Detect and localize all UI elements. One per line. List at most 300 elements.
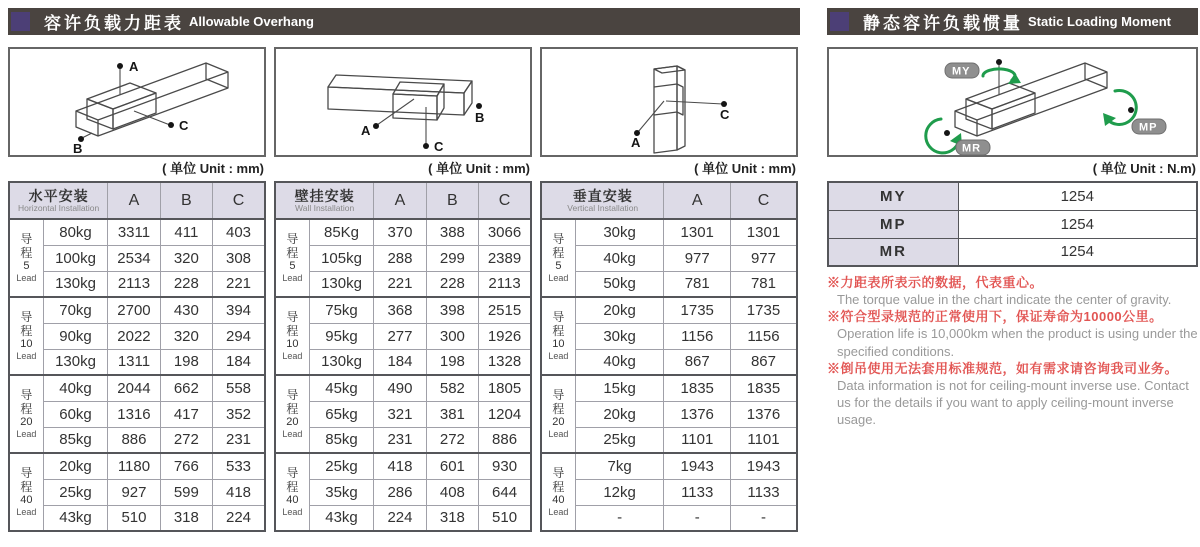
vertical-load-table — [540, 181, 798, 532]
note-2 — [827, 308, 1198, 359]
load-weight-cell: 40kg — [43, 375, 108, 401]
table-row — [541, 271, 797, 297]
load-weight-cell: 35kg — [309, 479, 374, 505]
value-cell-c: 2113 — [479, 271, 531, 297]
unit-label-mm: ( 单位 Unit : mm) — [162, 161, 264, 176]
load-weight-cell: 12kg — [575, 479, 664, 505]
table-row — [9, 505, 265, 531]
lead-line: 程 — [20, 479, 33, 494]
table-row — [275, 479, 531, 505]
lead-line: Lead — [16, 350, 37, 361]
value-cell-b: 228 — [160, 271, 212, 297]
lead-group-cell — [541, 453, 575, 531]
value-cell-c: 294 — [213, 323, 265, 349]
lead-line: Lead — [548, 350, 569, 361]
value-cell-b: 198 — [426, 349, 478, 375]
value-cell-b: 766 — [160, 453, 212, 479]
table-title-zh: 壁挂安装 — [294, 187, 355, 204]
column-header-a — [374, 182, 426, 219]
value-cell-a: 1156 — [664, 323, 731, 349]
value-cell-a: 368 — [374, 297, 426, 323]
value-cell-a: 1301 — [664, 219, 731, 245]
lead-line: 导 — [286, 466, 299, 481]
lead-group-cell — [9, 219, 43, 297]
static-loading-moment-table — [827, 181, 1198, 267]
table-row — [9, 323, 265, 349]
vertical-table-mount — [540, 181, 798, 532]
value-cell-c: 1133 — [730, 479, 797, 505]
table-row — [9, 245, 265, 271]
point-label-c: C — [434, 139, 444, 154]
value-cell-a: 1943 — [664, 453, 731, 479]
column-letter: B — [447, 191, 458, 209]
load-weight-cell: 85kg — [309, 427, 374, 453]
vertical-rail-drawing — [542, 49, 796, 155]
note-2-en: Operation life is 10,000km when the product is using under the specified conditions. — [837, 326, 1198, 359]
table-row — [275, 453, 531, 479]
lead-line: Lead — [16, 428, 37, 439]
table-title-en: Vertical Installation — [567, 202, 639, 213]
point-label-c: C — [720, 107, 730, 122]
unit-label-nm: ( 单位 Unit : N.m) — [1092, 161, 1196, 176]
value-cell-a: 886 — [108, 427, 160, 453]
value-cell-b: 318 — [160, 505, 212, 531]
lead-line: Lead — [16, 272, 37, 283]
value-cell-a: 2044 — [108, 375, 160, 401]
table-row — [9, 453, 265, 479]
value-cell-a: 288 — [374, 245, 426, 271]
lead-group-cell — [9, 453, 43, 531]
table-row — [275, 427, 531, 453]
value-cell-c: 1926 — [479, 323, 531, 349]
note-2-zh: ※符合型录规范的正常使用下，保证寿命为10000公里。 — [827, 309, 1163, 325]
value-cell-b: 272 — [160, 427, 212, 453]
table-row — [275, 271, 531, 297]
lead-group-cell — [541, 219, 575, 297]
table-row — [828, 182, 1197, 210]
table-row — [275, 349, 531, 375]
diagram-wall-installation — [274, 47, 532, 157]
value-cell-b: 318 — [426, 505, 478, 531]
wall-load-table — [274, 181, 532, 532]
value-cell-b: 198 — [160, 349, 212, 375]
table-row — [275, 401, 531, 427]
note-3 — [827, 360, 1198, 429]
lead-line: 40 — [286, 494, 299, 507]
value-cell-b: 408 — [426, 479, 478, 505]
lead-line: 程 — [20, 401, 33, 416]
lead-group-cell — [541, 297, 575, 375]
table-row — [541, 453, 797, 479]
load-weight-cell: 45kg — [309, 375, 374, 401]
lead-line: Lead — [548, 506, 569, 517]
value-cell-a: 3311 — [108, 219, 160, 245]
load-weight-cell: 70kg — [43, 297, 108, 323]
value-cell-c: 418 — [213, 479, 265, 505]
column-header-c — [730, 182, 797, 219]
unit-label-mm: ( 单位 Unit : mm) — [694, 161, 796, 176]
value-cell-c: 533 — [213, 453, 265, 479]
lead-line: 20 — [552, 416, 565, 429]
load-weight-cell: 60kg — [43, 401, 108, 427]
load-weight-cell: 43kg — [43, 505, 108, 531]
section-header-allowable-overhang — [8, 8, 800, 35]
value-cell-b: 320 — [160, 323, 212, 349]
diagram-horizontal-installation — [8, 47, 266, 157]
value-cell-a: 231 — [374, 427, 426, 453]
table-row — [541, 219, 797, 245]
value-cell-b: 299 — [426, 245, 478, 271]
vertical-title-cell — [541, 182, 664, 219]
column-letter: C — [498, 191, 511, 209]
section-header-static-loading-moment — [827, 8, 1198, 35]
load-weight-cell: 43kg — [309, 505, 374, 531]
load-weight-cell: 105kg — [309, 245, 374, 271]
value-cell-a: 221 — [374, 271, 426, 297]
table-title-en: Wall Installation — [295, 202, 355, 213]
value-cell-c: 930 — [479, 453, 531, 479]
table-row — [275, 505, 531, 531]
lead-line: Lead — [282, 272, 303, 283]
section-title-en: Allowable Overhang — [189, 14, 314, 29]
value-cell-c: 644 — [479, 479, 531, 505]
lead-line: 程 — [552, 245, 565, 260]
point-label-a: A — [129, 59, 139, 74]
column-header-a — [108, 182, 160, 219]
value-cell-b: 388 — [426, 219, 478, 245]
load-weight-cell: 25kg — [309, 453, 374, 479]
load-weight-cell: 65kg — [309, 401, 374, 427]
lead-line: 程 — [286, 323, 299, 338]
value-cell-a: 321 — [374, 401, 426, 427]
point-label-b: B — [73, 141, 83, 155]
table-title-en: Horizontal Installation — [18, 202, 100, 213]
column-header-b — [426, 182, 478, 219]
value-cell-c: - — [730, 505, 797, 531]
table-row — [9, 427, 265, 453]
lead-line: 导 — [552, 232, 565, 247]
horizontal-load-table — [8, 181, 266, 532]
value-cell-c: 1805 — [479, 375, 531, 401]
lead-line: 导 — [552, 466, 565, 481]
mr-label: MR — [962, 142, 982, 155]
table-row — [275, 219, 531, 245]
lead-line: 程 — [552, 323, 565, 338]
value-cell-c: 2515 — [479, 297, 531, 323]
wall-table-mount — [274, 181, 532, 532]
lead-line: 导 — [20, 388, 33, 403]
column-header-b — [160, 182, 212, 219]
lead-line: 程 — [552, 479, 565, 494]
lead-line: 5 — [289, 260, 296, 273]
column-header-c — [479, 182, 531, 219]
load-weight-cell: 30kg — [575, 323, 664, 349]
point-label-a: A — [631, 135, 641, 150]
value-cell-b: 411 — [160, 219, 212, 245]
value-cell-a: 224 — [374, 505, 426, 531]
value-cell-c: 1204 — [479, 401, 531, 427]
lead-line: 导 — [286, 388, 299, 403]
horizontal-table-mount — [8, 181, 266, 532]
column-wall — [274, 47, 532, 532]
lead-line: 程 — [286, 245, 299, 260]
lead-line: 导 — [286, 232, 299, 247]
value-cell-c: 1156 — [730, 323, 797, 349]
table-row — [541, 505, 797, 531]
load-weight-cell: 7kg — [575, 453, 664, 479]
value-cell-b: 601 — [426, 453, 478, 479]
accent-square-icon — [11, 12, 30, 31]
table-row — [541, 427, 797, 453]
value-cell-c: 558 — [213, 375, 265, 401]
column-header-a — [664, 182, 731, 219]
table-row — [9, 297, 265, 323]
load-weight-cell: - — [575, 505, 664, 531]
value-cell-b: 228 — [426, 271, 478, 297]
column-letter: A — [128, 191, 140, 209]
unit-label-mm: ( 单位 Unit : mm) — [428, 161, 530, 176]
table-header-row — [541, 182, 797, 219]
load-weight-cell: 85Kg — [309, 219, 374, 245]
lead-line: Lead — [548, 272, 569, 283]
table-row — [9, 349, 265, 375]
section-title-zh: 静态容许负载惯量 — [863, 14, 1023, 33]
column-letter: B — [181, 191, 192, 209]
value-cell-a: 1311 — [108, 349, 160, 375]
load-weight-cell: 130kg — [309, 271, 374, 297]
load-weight-cell: 20kg — [575, 401, 664, 427]
horizontal-title-cell — [9, 182, 108, 219]
lead-line: Lead — [16, 506, 37, 517]
value-cell-c: 308 — [213, 245, 265, 271]
value-cell-b: 272 — [426, 427, 478, 453]
table-row — [541, 401, 797, 427]
table-row — [275, 297, 531, 323]
column-horizontal — [8, 47, 266, 532]
table-title-zh: 水平安装 — [28, 187, 89, 204]
column-header-c — [213, 182, 265, 219]
lead-line: 导 — [20, 310, 33, 325]
moment-mr-value: 1254 — [958, 238, 1197, 266]
load-weight-cell: 80kg — [43, 219, 108, 245]
point-label-a: A — [361, 123, 371, 138]
value-cell-c: 1735 — [730, 297, 797, 323]
lead-line: Lead — [282, 506, 303, 517]
load-weight-cell: 30kg — [575, 219, 664, 245]
load-weight-cell: 100kg — [43, 245, 108, 271]
lead-group-cell — [275, 453, 309, 531]
value-cell-a: 184 — [374, 349, 426, 375]
diagram-vertical-installation — [540, 47, 798, 157]
value-cell-a: 1835 — [664, 375, 731, 401]
value-cell-a: 2534 — [108, 245, 160, 271]
table-row — [9, 479, 265, 505]
point-label-c: C — [179, 118, 189, 133]
moment-rail-drawing — [829, 49, 1196, 155]
load-weight-cell: 50kg — [575, 271, 664, 297]
table-row — [541, 245, 797, 271]
load-weight-cell: 90kg — [43, 323, 108, 349]
value-cell-c: 1376 — [730, 401, 797, 427]
diagram-moment-directions — [827, 47, 1198, 157]
value-cell-c: 1328 — [479, 349, 531, 375]
moment-mp-label: MP — [828, 210, 958, 238]
note-1-en: The torque value in the chart indicate the center of gravity. — [837, 292, 1172, 308]
table-row — [9, 271, 265, 297]
load-weight-cell: 15kg — [575, 375, 664, 401]
load-weight-cell: 85kg — [43, 427, 108, 453]
table-row — [828, 210, 1197, 238]
note-1 — [827, 274, 1198, 308]
lead-line: Lead — [282, 350, 303, 361]
moment-my-label: MY — [828, 182, 958, 210]
value-cell-a: 1180 — [108, 453, 160, 479]
load-weight-cell: 95kg — [309, 323, 374, 349]
lead-group-cell — [275, 297, 309, 375]
lead-line: 20 — [20, 416, 33, 429]
value-cell-c: 231 — [213, 427, 265, 453]
value-cell-a: 1316 — [108, 401, 160, 427]
wall-title-cell — [275, 182, 374, 219]
table-row — [541, 375, 797, 401]
value-cell-b: 398 — [426, 297, 478, 323]
note-3-en: Data information is not for ceiling-mount inverse use. Contact us for the details if you want to apply ceiling-mount inverse usage. — [837, 377, 1189, 428]
lead-line: 导 — [286, 310, 299, 325]
value-cell-b: 320 — [160, 245, 212, 271]
mp-label: MP — [1139, 121, 1158, 134]
value-cell-a: 2700 — [108, 297, 160, 323]
value-cell-c: 1835 — [730, 375, 797, 401]
static-loading-moment-section — [827, 8, 1198, 547]
section-title-en: Static Loading Moment — [1028, 14, 1171, 29]
column-letter: C — [232, 191, 245, 209]
value-cell-b: 381 — [426, 401, 478, 427]
lead-group-cell — [541, 375, 575, 453]
value-cell-a: 1101 — [664, 427, 731, 453]
value-cell-a: 510 — [108, 505, 160, 531]
table-row — [541, 479, 797, 505]
section-title-zh: 容许负载力距表 — [44, 14, 184, 33]
lead-group-cell — [275, 375, 309, 453]
lead-line: 导 — [20, 232, 33, 247]
value-cell-c: 224 — [213, 505, 265, 531]
value-cell-a: 370 — [374, 219, 426, 245]
lead-line: 10 — [286, 338, 299, 351]
value-cell-a: 286 — [374, 479, 426, 505]
table-row — [828, 238, 1197, 266]
value-cell-a: 1133 — [664, 479, 731, 505]
load-weight-cell: 25kg — [43, 479, 108, 505]
lead-line: 程 — [286, 401, 299, 416]
note-1-zh: ※力距表所表示的数据，代表重心。 — [827, 275, 1044, 290]
value-cell-c: 221 — [213, 271, 265, 297]
column-letter: A — [691, 191, 703, 209]
value-cell-b: 599 — [160, 479, 212, 505]
value-cell-a: 418 — [374, 453, 426, 479]
value-cell-c: 184 — [213, 349, 265, 375]
moment-my-value: 1254 — [958, 182, 1197, 210]
lead-group-cell — [9, 375, 43, 453]
value-cell-b: 417 — [160, 401, 212, 427]
table-row — [275, 375, 531, 401]
table-title-zh: 垂直安装 — [572, 187, 633, 204]
horizontal-rail-drawing — [10, 49, 264, 155]
footnotes — [827, 274, 1198, 428]
lead-line: 10 — [552, 338, 565, 351]
table-row — [9, 375, 265, 401]
load-weight-cell: 20kg — [43, 453, 108, 479]
value-cell-c: 394 — [213, 297, 265, 323]
value-cell-c: 1301 — [730, 219, 797, 245]
value-cell-b: 430 — [160, 297, 212, 323]
my-label: MY — [952, 65, 971, 78]
value-cell-b: 582 — [426, 375, 478, 401]
value-cell-a: 1735 — [664, 297, 731, 323]
lead-line: 程 — [286, 479, 299, 494]
table-row — [541, 297, 797, 323]
value-cell-c: 403 — [213, 219, 265, 245]
value-cell-a: 490 — [374, 375, 426, 401]
value-cell-c: 781 — [730, 271, 797, 297]
lead-line: 10 — [20, 338, 33, 351]
value-cell-a: 2022 — [108, 323, 160, 349]
lead-line: 导 — [552, 310, 565, 325]
column-letter: C — [757, 191, 770, 209]
moment-mr-label: MR — [828, 238, 958, 266]
value-cell-c: 886 — [479, 427, 531, 453]
value-cell-c: 2389 — [479, 245, 531, 271]
load-weight-cell: 25kg — [575, 427, 664, 453]
lead-line: 5 — [555, 260, 562, 273]
value-cell-c: 352 — [213, 401, 265, 427]
value-cell-c: 510 — [479, 505, 531, 531]
lead-line: 程 — [552, 401, 565, 416]
lead-line: 5 — [23, 260, 30, 273]
table-row — [275, 323, 531, 349]
lead-line: 20 — [286, 416, 299, 429]
column-letter: A — [394, 191, 406, 209]
note-3-zh: ※倒吊使用无法套用标准规范，如有需求请咨询我司业务。 — [827, 360, 1179, 376]
load-weight-cell: 130kg — [309, 349, 374, 375]
lead-group-cell — [9, 297, 43, 375]
lead-line: 导 — [552, 388, 565, 403]
value-cell-b: 662 — [160, 375, 212, 401]
table-row — [9, 219, 265, 245]
load-weight-cell: 130kg — [43, 349, 108, 375]
table-header-row — [9, 182, 265, 219]
load-weight-cell: 75kg — [309, 297, 374, 323]
value-cell-a: 277 — [374, 323, 426, 349]
table-row — [541, 323, 797, 349]
value-cell-b: 300 — [426, 323, 478, 349]
point-label-b: B — [475, 110, 485, 125]
load-weight-cell: 130kg — [43, 271, 108, 297]
lead-line: Lead — [548, 428, 569, 439]
lead-line: 程 — [20, 245, 33, 260]
table-row — [9, 401, 265, 427]
accent-square-icon — [830, 12, 849, 31]
lead-line: 程 — [20, 323, 33, 338]
allowable-overhang-section — [8, 8, 800, 547]
table-row — [275, 245, 531, 271]
value-cell-c: 977 — [730, 245, 797, 271]
moment-mp-value: 1254 — [958, 210, 1197, 238]
value-cell-a: 2113 — [108, 271, 160, 297]
value-cell-a: - — [664, 505, 731, 531]
table-header-row — [275, 182, 531, 219]
value-cell-a: 927 — [108, 479, 160, 505]
load-weight-cell: 20kg — [575, 297, 664, 323]
